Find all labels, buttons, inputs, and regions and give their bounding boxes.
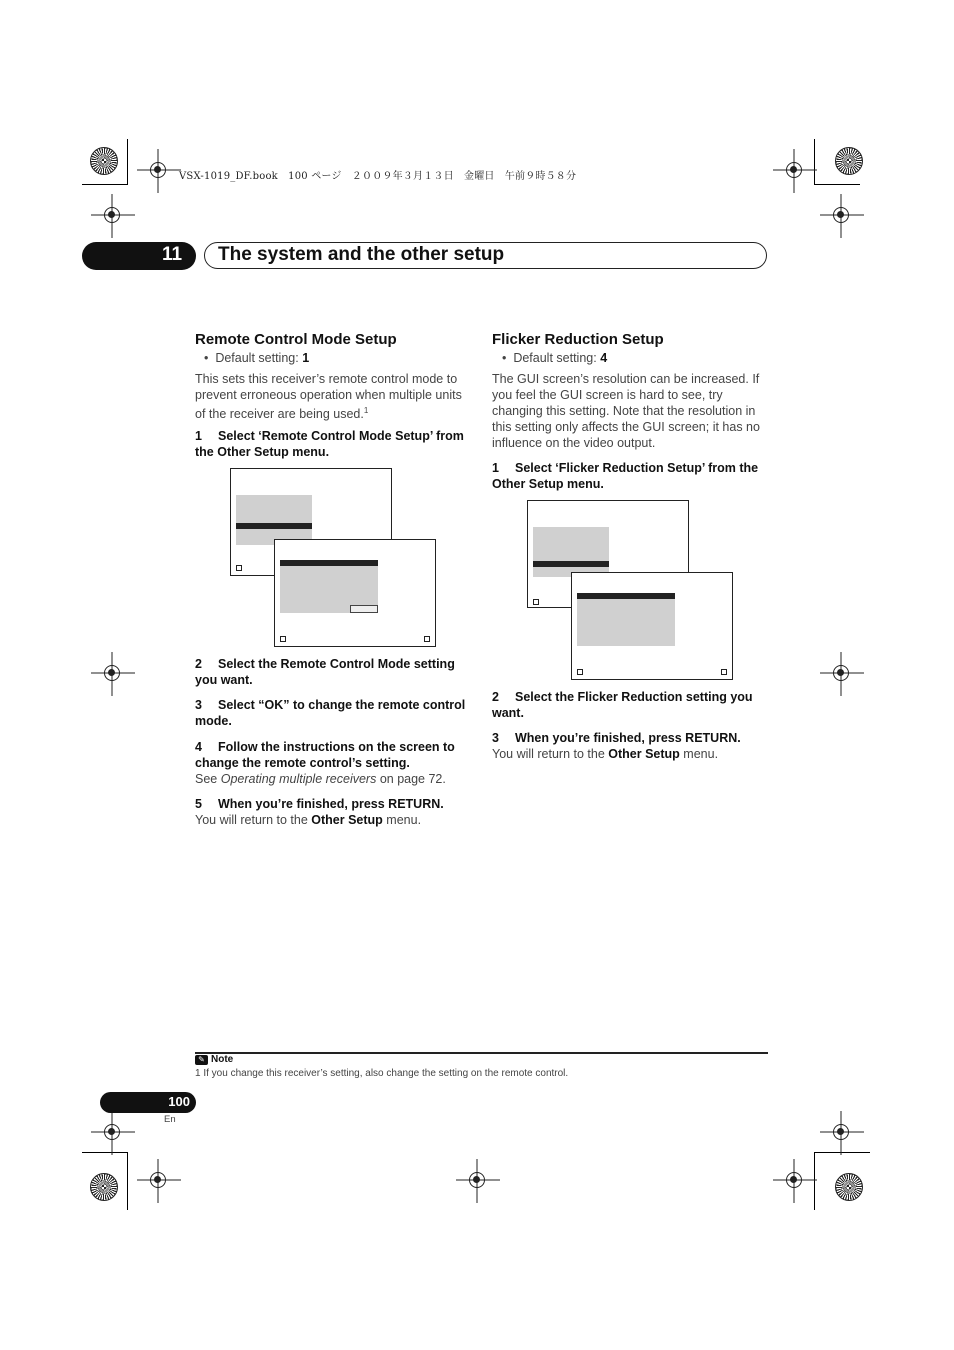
result-pre: You will return to the [195, 813, 312, 827]
section-heading-remote-control-mode: Remote Control Mode Setup [195, 331, 397, 348]
result-post: menu. [382, 813, 422, 827]
step-number: 3 [195, 698, 202, 712]
step-number: 2 [492, 690, 499, 704]
registration-starburst-icon [90, 1173, 118, 1201]
crop-mark [82, 1152, 128, 1153]
step-text: Select ‘Flicker Reduction Setup’ from the Other Setup menu. [492, 461, 759, 491]
default-setting: • Default setting: 4 [502, 351, 608, 365]
step-number: 4 [195, 740, 202, 754]
step-text: Select “OK” to change the remote control mode. [195, 698, 466, 728]
menu-highlight-bar [236, 523, 312, 529]
step-4 [195, 739, 475, 771]
page-number: 100 [168, 1094, 190, 1109]
default-setting-value: 1 [302, 351, 310, 365]
section-intro [195, 371, 471, 422]
step-2 [195, 656, 475, 688]
section-intro-text: This sets this receiver’s remote control mode to prevent erroneous operation when multiple units of the receiver are being used. [195, 372, 462, 422]
crop-mark [814, 184, 860, 185]
step-1 [195, 428, 471, 460]
step-text: Select the Flicker Reduction setting you want. [492, 690, 753, 720]
step-1 [492, 460, 768, 492]
crop-mark [127, 1152, 128, 1210]
registration-crosshair-icon [469, 1172, 485, 1188]
chapter-number: 11 [162, 244, 183, 265]
registration-starburst-icon [835, 147, 863, 175]
step-2 [492, 689, 772, 721]
return-icon [236, 565, 242, 571]
ref-pre: See [195, 772, 221, 786]
exit-icon [424, 636, 430, 642]
ref-italic: Operating multiple receivers [220, 772, 377, 786]
setting-highlight-bar [280, 560, 378, 566]
step-text: Select ‘Remote Control Mode Setup’ from the Other Setup menu. [195, 429, 464, 459]
ref-post: on page 72. [376, 772, 446, 786]
step-4-reference [195, 771, 475, 787]
step-text: Select the Remote Control Mode setting you want. [195, 657, 455, 687]
step-number: 2 [195, 657, 202, 671]
chapter-title: The system and the other setup [218, 244, 505, 265]
result-pre: You will return to the [492, 747, 609, 761]
step-5-result [195, 812, 475, 828]
note-divider [195, 1052, 768, 1054]
crop-mark [814, 139, 815, 185]
return-icon [280, 636, 286, 642]
return-icon [577, 669, 583, 675]
page-language: En [164, 1114, 176, 1125]
default-setting-value: 4 [600, 351, 608, 365]
print-header: VSX-1019_DF.book 100 ページ ２００９年３月１３日 金曜日 午前９時５８分 [179, 171, 577, 182]
section-intro: The GUI screen’s resolution can be increased. If you feel the GUI screen is hard to see, try changing this setting. Note that the resolution in this setting only affects the GUI screen; it has no influence on the video output. [492, 372, 760, 450]
registration-crosshair-icon [104, 207, 120, 223]
section-heading-flicker-reduction: Flicker Reduction Setup [492, 331, 664, 348]
registration-crosshair-icon [104, 665, 120, 681]
step-number: 3 [492, 731, 499, 745]
step-number: 1 [195, 429, 202, 443]
footnote: 1 If you change this receiver’s setting, also change the setting on the remote control. [195, 1068, 569, 1079]
default-setting-label: Default setting: [215, 351, 303, 365]
result-bold: Other Setup [311, 813, 383, 827]
footnote-ref: 1 [363, 406, 369, 415]
setting-panel [577, 593, 675, 646]
result-bold: Other Setup [608, 747, 680, 761]
registration-crosshair-icon [786, 1172, 802, 1188]
step-3-result [492, 746, 772, 762]
exit-icon [721, 669, 727, 675]
step-text: When you’re finished, press RETURN. [515, 731, 741, 745]
gui-screen-front [571, 572, 733, 680]
crop-mark [82, 184, 128, 185]
result-post: menu. [679, 747, 719, 761]
registration-crosshair-icon [786, 162, 802, 178]
step-3 [492, 730, 772, 746]
ok-box [350, 605, 378, 613]
step-3 [195, 697, 475, 729]
default-setting: • Default setting: 1 [204, 351, 310, 365]
registration-crosshair-icon [104, 1124, 120, 1140]
note-label: Note [211, 1054, 234, 1065]
registration-crosshair-icon [150, 162, 166, 178]
registration-starburst-icon [835, 1173, 863, 1201]
menu-panel [533, 527, 609, 577]
setting-highlight-bar [577, 593, 675, 599]
default-setting-label: Default setting: [513, 351, 601, 365]
registration-crosshair-icon [833, 665, 849, 681]
crop-mark [814, 1152, 870, 1153]
registration-crosshair-icon [833, 207, 849, 223]
step-5 [195, 796, 475, 812]
registration-starburst-icon [90, 147, 118, 175]
crop-mark [814, 1152, 815, 1210]
crop-mark [127, 139, 128, 185]
step-number: 5 [195, 797, 202, 811]
step-text: When you’re finished, press RETURN. [218, 797, 444, 811]
step-text: Follow the instructions on the screen to change the remote control’s setting. [195, 740, 455, 770]
menu-panel [236, 495, 312, 545]
return-icon [533, 599, 539, 605]
gui-screen-front [274, 539, 436, 647]
note-pencil-icon: ✎ [195, 1055, 208, 1065]
registration-crosshair-icon [833, 1124, 849, 1140]
registration-crosshair-icon [150, 1172, 166, 1188]
menu-highlight-bar [533, 561, 609, 567]
step-number: 1 [492, 461, 499, 475]
